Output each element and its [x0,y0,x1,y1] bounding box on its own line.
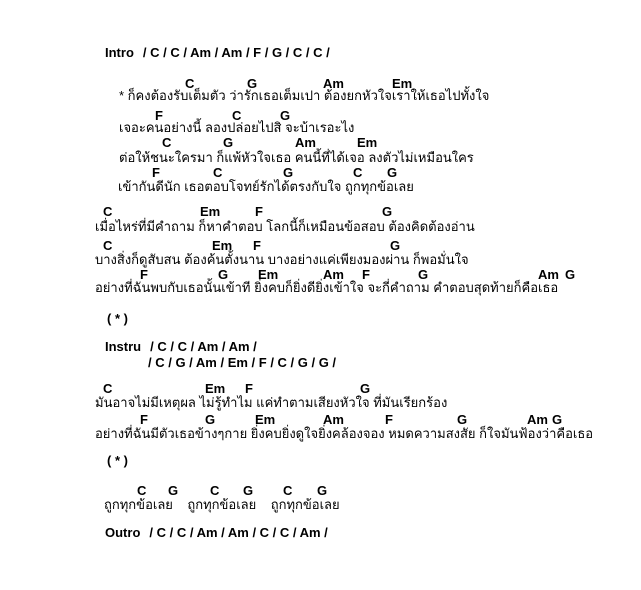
chord-label: F [140,267,148,282]
lyric-line: มันอาจไม่มีเหตุผล ไม่รู้ทำไม แค่ทำตามเสียงหัวใจ ที่มันเรียกร้อง [95,395,448,410]
chord-label: G [280,108,291,123]
lyric-line: บางสิ่งก็ดูสับสน ต้องค้นตั้งนาน บางอย่างแค่เพียงมองผ่าน ก็พอมั่นใจ [95,252,469,267]
chord-label: F [253,238,261,253]
chord-label: Em [258,267,279,282]
lyric-line: เมื่อไหร่ที่มีคำถาม ก็หาคำตอบ โลกนี้ก็เหมือนข้อสอบ ต้องคิดต้องอ่าน [95,219,475,234]
chord-label: C [210,483,220,498]
chord-sequence: / C / C / Am / Am / C / C / Am / [149,525,328,540]
chord-label: F [385,412,393,427]
chord-row [0,239,641,253]
chord-label: F [155,108,163,123]
chord-label: Em [212,238,233,253]
chord-label: G [457,412,468,427]
chord-label: C [232,108,242,123]
chord-label: G [360,381,371,396]
chord-label: C [162,135,172,150]
section-header [105,46,330,60]
lyric-line: * ก็คงต้องรับเต็มตัว ว่ารักเธอเต็มเปา ต้องยกหัวใจเราให้เธอไปทั้งใจ [119,88,490,103]
chord-sequence: / C / C / Am / Am / [150,339,257,354]
lyric-line: ต่อให้ชนะใครมา ก็แพ้หัวใจเธอ คนนี้ที่ได้เจอ ลงตัวไม่เหมือนใคร [119,150,474,165]
chord-sequence-line: / C / G / Am / Em / F / C / G / G / [148,355,337,370]
chord-label: C [137,483,147,498]
lyric-line: เจอะคนอย่างนี้ ลองปล่อยไปสิ จะบ้าเรอะไง [119,120,355,135]
chord-label: G [205,412,216,427]
section-header [105,526,328,540]
chord-label: Am [538,267,559,282]
lyric-line: เข้ากันดีนัก เธอตอบโจทย์รักได้ตรงกับใจ ถูกทุกข้อเลย [118,179,414,194]
chord-label: C [213,165,223,180]
section-name: Outro [105,525,141,540]
chord-label: G [223,135,234,150]
chord-label: G [565,267,576,282]
chord-label: F [245,381,253,396]
chord-row [0,382,641,396]
chord-label: G [552,412,563,427]
chord-row [0,166,641,180]
section-header [105,340,257,354]
chord-label: Am [527,412,548,427]
chord-row [0,205,641,219]
chord-label: Am [323,76,344,91]
chord-label: Em [392,76,413,91]
chord-label: F [140,412,148,427]
chord-label: G [387,165,398,180]
chord-row [0,484,641,498]
chord-label: F [152,165,160,180]
section-name: Intro [105,45,134,60]
chord-label: Em [255,412,276,427]
chord-sequence: / C / C / Am / Am / F / G / C / C / [142,45,330,60]
chord-label: G [283,165,294,180]
chord-label: G [382,204,393,219]
chord-label: Am [323,267,344,282]
chord-label: C [103,381,113,396]
repeat-marker: ( * ) [107,453,128,468]
section-name: Instru [105,339,142,354]
chord-label: G [317,483,328,498]
lyric-line: ถูกทุกข้อเลย ถูกทุกข้อเลย ถูกทุกข้อเลย [104,497,340,512]
chord-label: Am [295,135,316,150]
chord-row [0,136,641,150]
chord-label: C [185,76,195,91]
chord-label: F [362,267,370,282]
chord-label: G [390,238,401,253]
chord-label: C [103,238,113,253]
chord-label: G [218,267,229,282]
lyric-line: อย่างที่ฉันพบกับเธอนั้นเข้าที ยิ่งคบก็ยิ่งดียิ่งเข้าใจ จะกี่คำถาม คำตอบสุดท้ายก็คือเธอ [95,280,559,295]
chord-label: F [255,204,263,219]
chord-label: G [243,483,254,498]
chord-label: Em [205,381,226,396]
chord-label: G [418,267,429,282]
chord-label: Em [357,135,378,150]
lyric-line: อย่างที่ฉันมีตัวเธอข้างๆกาย ยิ่งคบยิ่งดูใจยิ่งคล้องจอง หมดความสงสัย ก็ใจมันฟ้องว่าคือเธอ [95,426,594,441]
chord-label: Am [323,412,344,427]
chord-label: G [168,483,179,498]
chord-label: Em [200,204,221,219]
chord-label: C [103,204,113,219]
chord-row [0,413,641,427]
chord-label: C [353,165,363,180]
chord-label: G [247,76,258,91]
repeat-marker: ( * ) [107,311,128,326]
chord-label: C [283,483,293,498]
